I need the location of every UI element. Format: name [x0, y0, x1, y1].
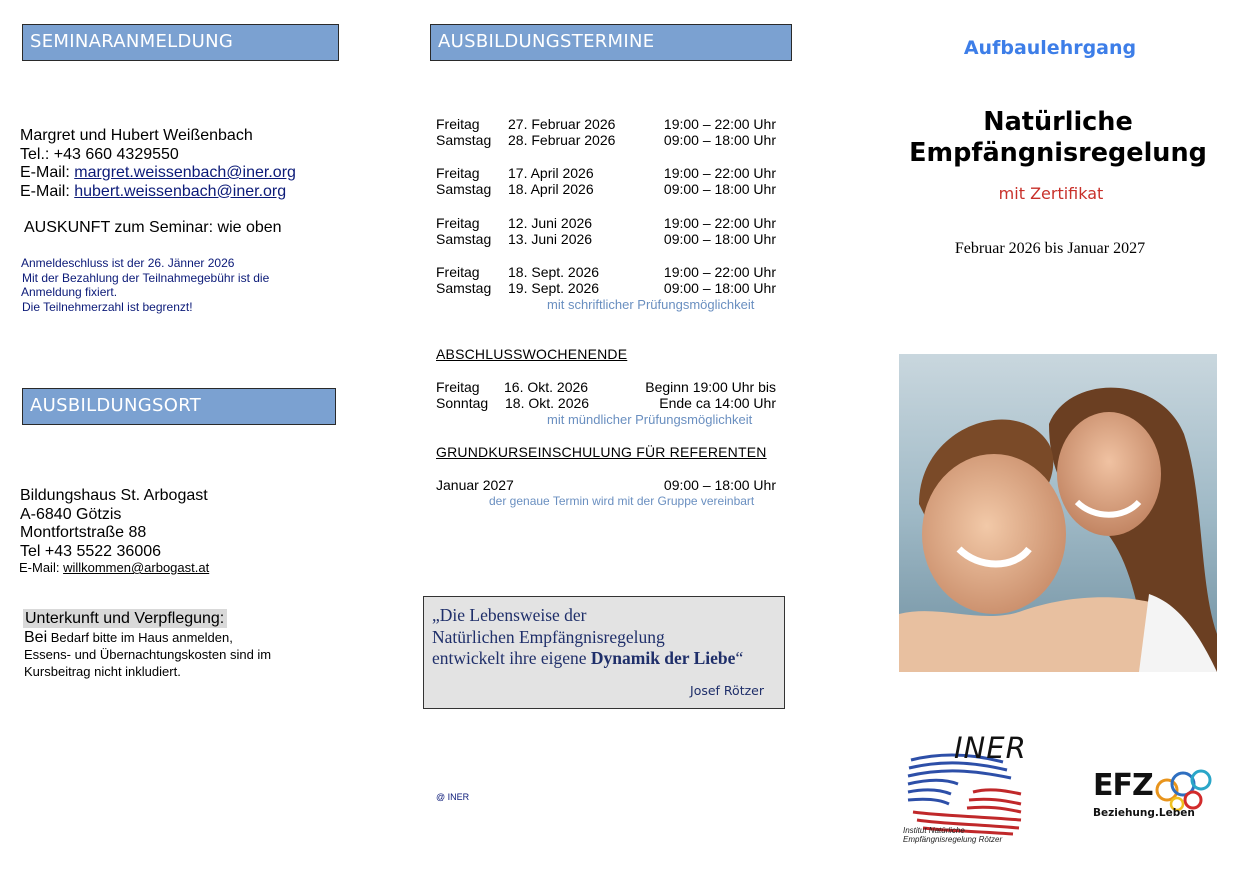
iner-caption-line: Empfängnisregelung Rötzer [903, 835, 1003, 844]
deadline-line: Die Teilnehmerzahl ist begrenzt! [22, 299, 193, 314]
termine-header: AUSBILDUNGSTERMINE [430, 24, 792, 61]
seminar-header: SEMINARANMELDUNG [22, 24, 339, 61]
date-row [436, 264, 781, 280]
email-link-hubert[interactable]: hubert.weissenbach@iner.org [74, 182, 287, 200]
date-row [436, 280, 781, 296]
date-day: Samstag [436, 181, 492, 197]
date-time: 09:00 – 18:00 Uhr [663, 132, 776, 148]
email-label: E-Mail: [19, 560, 64, 575]
date-time: 09:00 – 18:00 Uhr [663, 280, 776, 296]
date-day: Freitag [436, 116, 480, 132]
venue-name: Bildungshaus St. Arbogast [20, 487, 208, 504]
lodging-first-word: Bei [24, 629, 48, 646]
date-row [436, 116, 781, 132]
date-time: 19:00 – 22:00 Uhr [663, 116, 776, 132]
venue-email-link[interactable]: willkommen@arbogast.at [63, 560, 210, 575]
quote-line: „Die Lebensweise der [432, 605, 587, 625]
iner-caption-line: Institut Natürliche [903, 826, 965, 835]
date-date: 18. Okt. 2026 [505, 395, 590, 411]
subtitle-zertifikat: mit Zertifikat [998, 184, 1104, 203]
date-date: 28. Februar 2026 [508, 132, 616, 148]
deadline-notes [21, 256, 351, 314]
efz-logo-text: EFZ [1093, 768, 1153, 803]
ausbildungsort-header: AUSBILDUNGSORT [22, 388, 336, 425]
date-row [436, 215, 781, 231]
quote-text [432, 605, 743, 670]
deadline-line: Anmeldung fixiert. [21, 285, 118, 299]
date-time: Ende ca 14:00 Uhr [659, 395, 776, 411]
date-day: Freitag [436, 379, 480, 395]
quote-fragment: entwickelt ihre eigene [432, 648, 591, 668]
date-day: Samstag [436, 231, 492, 247]
date-day: Sonntag [436, 395, 489, 411]
final-weekend-title: ABSCHLUSSWOCHENENDE [436, 346, 628, 362]
date-row [436, 165, 781, 181]
lodging-line: Bedarf bitte im Haus anmelden, [47, 630, 233, 645]
title-line: Empfängnisregelung [909, 138, 1207, 168]
date-row [436, 231, 781, 247]
period-text: Februar 2026 bis Januar 2027 [954, 240, 1146, 257]
quote-fragment: “ [735, 648, 744, 668]
date-day: Freitag [436, 165, 480, 181]
kicker-aufbaulehrgang: Aufbaulehrgang [963, 37, 1137, 59]
lodging-text [24, 629, 354, 680]
contact-name: Margret und Hubert Weißenbach [20, 127, 253, 144]
venue-phone: Tel +43 5522 36006 [20, 542, 162, 560]
date-date: 18. Sept. 2026 [508, 264, 600, 280]
date-time: 19:00 – 22:00 Uhr [663, 165, 776, 181]
email-row-1 [20, 164, 380, 183]
date-day: Freitag [436, 215, 480, 231]
email-row-2 [20, 183, 380, 202]
venue-block [20, 487, 320, 561]
deadline-line: Mit der Bezahlung der Teilnahmegebühr ist die [22, 270, 270, 285]
date-time: 09:00 – 18:00 Uhr [663, 477, 776, 493]
main-title [890, 107, 1226, 169]
email-label: E-Mail: [20, 182, 75, 200]
date-time: 09:00 – 18:00 Uhr [663, 181, 776, 197]
date-date: 17. April 2026 [508, 165, 594, 181]
quote-box [423, 596, 785, 709]
title-line: Natürliche [983, 107, 1133, 137]
venue-email-row [19, 560, 209, 575]
contact-block [20, 127, 380, 201]
date-time: 09:00 – 18:00 Uhr [663, 231, 776, 247]
date-day: Samstag [436, 280, 492, 296]
date-date: 19. Sept. 2026 [508, 280, 600, 296]
email-label: E-Mail: [20, 164, 75, 181]
copyright-text: @ INER [436, 792, 470, 802]
date-day: Freitag [436, 264, 480, 280]
quote-line [432, 648, 743, 670]
date-date: 16. Okt. 2026 [504, 379, 589, 395]
quote-emphasis: Dynamik der Liebe [590, 648, 736, 668]
date-date: 12. Juni 2026 [508, 215, 593, 231]
lodging-line: Essens- und Übernachtungskosten sind im [24, 647, 272, 662]
note-written-exam: mit schriftlicher Prüfungsmöglichkeit [547, 297, 755, 312]
venue-city: A-6840 Götzis [20, 505, 122, 523]
deadline-line: Anmeldeschluss ist der 26. Jänner 2026 [21, 256, 235, 270]
efz-caption: Beziehung.Leben [1093, 807, 1195, 819]
date-row [436, 379, 781, 395]
date-time: 19:00 – 22:00 Uhr [663, 264, 776, 280]
date-time: Beginn 19:00 Uhr bis [645, 379, 776, 395]
couple-photo [899, 354, 1217, 672]
auskunft-text: AUSKUNFT zum Seminar: wie oben [24, 219, 282, 236]
date-row [436, 181, 781, 197]
email-link-margret[interactable]: margret.weissenbach@iner.org [74, 164, 296, 181]
quote-line: Natürlichen Empfängnisregelung [432, 626, 665, 647]
date-time: 19:00 – 22:00 Uhr [663, 215, 776, 231]
lodging-title: Unterkunft und Verpflegung: [23, 609, 227, 628]
date-row [436, 477, 781, 493]
date-day: Samstag [436, 132, 492, 148]
note-group: der genaue Termin wird mit der Gruppe vereinbart [489, 494, 755, 508]
quote-author: Josef Rötzer [690, 683, 764, 698]
grundkurs-title: GRUNDKURSEINSCHULUNG FÜR REFERENTEN [436, 444, 767, 460]
contact-phone: Tel.: +43 660 4329550 [20, 145, 179, 163]
iner-logo-text: INER [954, 731, 1027, 765]
date-date: 27. Februar 2026 [508, 116, 616, 132]
date-day: Januar 2027 [436, 477, 514, 493]
iner-caption [903, 826, 1002, 844]
date-row [436, 132, 781, 148]
date-date: 18. April 2026 [508, 181, 594, 197]
venue-street: Montfortstraße 88 [20, 524, 147, 541]
date-row [436, 395, 781, 411]
date-date: 13. Juni 2026 [508, 231, 593, 247]
note-oral-exam: mit mündlicher Prüfungsmöglichkeit [547, 412, 753, 427]
lodging-line: Kursbeitrag nicht inkludiert. [24, 664, 181, 679]
